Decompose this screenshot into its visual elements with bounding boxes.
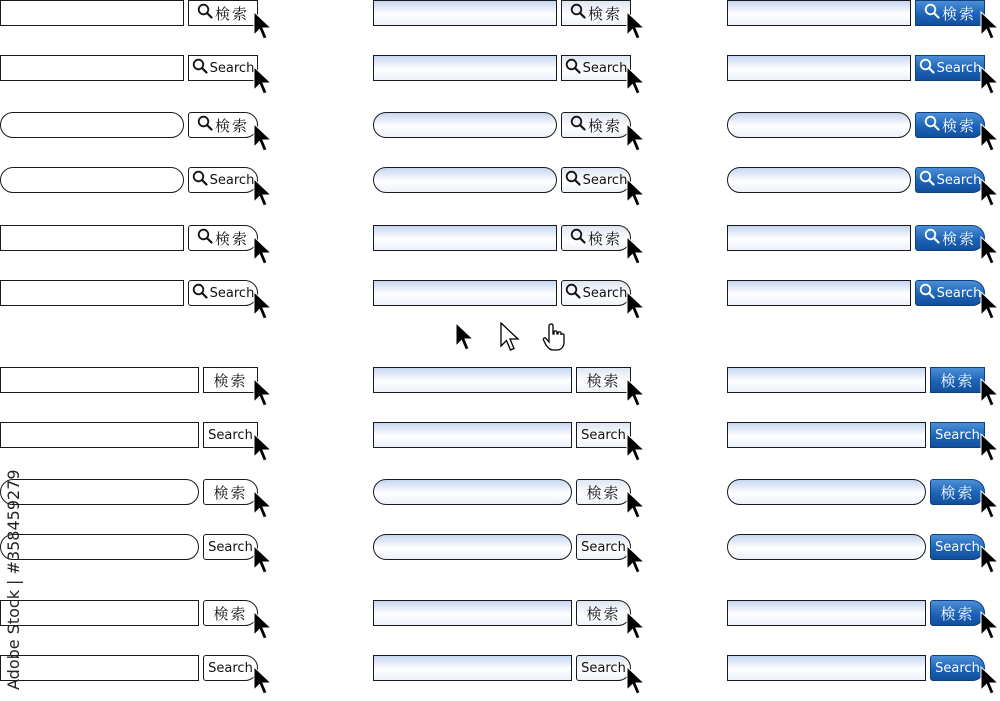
arrow-cursor-icon (980, 11, 1000, 41)
watermark: Adobe Stock | #358459279 (4, 469, 23, 690)
search-button-label: Search (935, 660, 980, 676)
arrow-cursor-icon (980, 666, 1000, 696)
search-button[interactable] (203, 422, 258, 448)
search-input[interactable] (0, 600, 199, 626)
search-button[interactable] (576, 534, 631, 560)
search-button-label: Search (208, 539, 253, 555)
arrow-cursor-icon (980, 236, 1000, 266)
arrow-cursor-icon (626, 123, 646, 153)
search-input[interactable] (727, 280, 911, 306)
search-button-label: 検索 (940, 371, 975, 390)
outline-arrow-cursor-icon (500, 322, 520, 356)
search-button[interactable] (930, 367, 985, 393)
search-button-label: Search (936, 60, 982, 76)
search-input[interactable] (0, 422, 199, 448)
search-input[interactable] (0, 0, 184, 26)
arrow-cursor-icon (253, 11, 273, 41)
arrow-cursor-icon (980, 123, 1000, 153)
arrow-cursor-icon (626, 433, 646, 463)
search-button[interactable] (561, 225, 631, 251)
arrow-cursor-icon (626, 291, 646, 321)
arrow-cursor-icon (253, 666, 273, 696)
search-button[interactable] (930, 600, 985, 626)
search-button-label: Search (936, 172, 982, 188)
search-input[interactable] (0, 534, 199, 560)
hand-pointer-icon (542, 322, 566, 356)
search-icon (919, 58, 935, 78)
search-button[interactable] (576, 600, 631, 626)
search-button-label: Search (209, 60, 255, 76)
arrow-cursor-icon (980, 378, 1000, 408)
arrow-cursor-icon (253, 490, 273, 520)
search-button-label: Search (208, 660, 253, 676)
search-input[interactable] (727, 655, 926, 681)
arrow-cursor-icon (455, 322, 475, 356)
search-icon (565, 170, 581, 190)
search-button-label: 検索 (941, 4, 976, 23)
search-input[interactable] (0, 167, 184, 193)
arrow-cursor-icon (626, 545, 646, 575)
search-input[interactable] (0, 479, 199, 505)
arrow-cursor-icon (253, 545, 273, 575)
arrow-cursor-icon (626, 666, 646, 696)
arrow-cursor-icon (980, 545, 1000, 575)
search-button[interactable] (915, 225, 985, 251)
arrow-cursor-icon (626, 490, 646, 520)
search-input[interactable] (373, 167, 557, 193)
search-button[interactable] (915, 280, 985, 306)
search-button-label: Search (581, 539, 626, 555)
search-input[interactable] (373, 0, 557, 26)
search-input[interactable] (0, 367, 199, 393)
search-button-label: 検索 (586, 371, 621, 390)
search-button-label: 検索 (941, 229, 976, 248)
arrow-cursor-icon (626, 236, 646, 266)
arrow-cursor-icon (253, 611, 273, 641)
search-input[interactable] (727, 167, 911, 193)
search-input[interactable] (727, 600, 926, 626)
search-icon (565, 58, 581, 78)
search-button-label: Search (582, 285, 628, 301)
search-icon (570, 115, 586, 135)
search-button-label: 検索 (587, 116, 622, 135)
search-button-label: Search (935, 427, 980, 443)
search-input[interactable] (0, 112, 184, 138)
arrow-cursor-icon (980, 178, 1000, 208)
search-icon (924, 228, 940, 248)
search-button-label: Search (209, 285, 255, 301)
search-icon (192, 58, 208, 78)
search-icon (924, 3, 940, 23)
arrow-cursor-icon (253, 378, 273, 408)
arrow-cursor-icon (626, 178, 646, 208)
arrow-cursor-icon (626, 66, 646, 96)
search-button[interactable] (915, 112, 985, 138)
search-button[interactable] (561, 167, 631, 193)
search-button-label: 検索 (586, 604, 621, 623)
search-button[interactable] (203, 534, 258, 560)
search-icon (565, 283, 581, 303)
search-button-label: 検索 (214, 116, 249, 135)
search-button[interactable] (576, 479, 631, 505)
search-button[interactable] (576, 367, 631, 393)
search-button-label: 検索 (213, 371, 248, 390)
search-button[interactable] (930, 422, 985, 448)
search-input[interactable] (373, 655, 572, 681)
search-button[interactable] (203, 367, 258, 393)
search-icon (924, 115, 940, 135)
search-button[interactable] (561, 112, 631, 138)
search-input[interactable] (373, 534, 572, 560)
arrow-cursor-icon (253, 123, 273, 153)
search-input[interactable] (727, 225, 911, 251)
arrow-cursor-icon (253, 236, 273, 266)
arrow-cursor-icon (253, 291, 273, 321)
search-button[interactable] (561, 0, 631, 26)
search-icon (570, 228, 586, 248)
arrow-cursor-icon (253, 178, 273, 208)
search-input[interactable] (0, 280, 184, 306)
search-button[interactable] (188, 280, 258, 306)
search-input[interactable] (373, 225, 557, 251)
search-button[interactable] (915, 167, 985, 193)
search-button[interactable] (188, 225, 258, 251)
search-button-label: 検索 (586, 483, 621, 502)
search-button-label: Search (582, 60, 628, 76)
arrow-cursor-icon (626, 11, 646, 41)
search-button-label: 検索 (587, 4, 622, 23)
search-input[interactable] (727, 112, 911, 138)
search-button[interactable] (188, 55, 258, 81)
arrow-cursor-icon (253, 66, 273, 96)
search-button-label: 検索 (587, 229, 622, 248)
search-input[interactable] (727, 55, 911, 81)
search-button[interactable] (188, 112, 258, 138)
search-input[interactable] (727, 479, 926, 505)
search-input[interactable] (0, 225, 184, 251)
search-button-label: 検索 (213, 483, 248, 502)
search-input[interactable] (727, 367, 926, 393)
search-button[interactable] (188, 167, 258, 193)
arrow-cursor-icon (980, 66, 1000, 96)
search-button-label: 検索 (214, 4, 249, 23)
search-button[interactable] (576, 655, 631, 681)
search-icon (197, 115, 213, 135)
search-button-label: Search (581, 427, 626, 443)
search-input[interactable] (727, 534, 926, 560)
search-button[interactable] (576, 422, 631, 448)
search-button[interactable] (203, 479, 258, 505)
search-button[interactable] (203, 655, 258, 681)
search-input[interactable] (373, 367, 572, 393)
search-icon (197, 3, 213, 23)
search-button-label: Search (935, 539, 980, 555)
search-input[interactable] (727, 0, 911, 26)
search-button[interactable] (203, 600, 258, 626)
search-button-label: Search (208, 427, 253, 443)
search-input[interactable] (373, 600, 572, 626)
search-button-label: Search (936, 285, 982, 301)
search-input[interactable] (0, 55, 184, 81)
search-icon (570, 3, 586, 23)
search-button-label: 検索 (940, 483, 975, 502)
search-input[interactable] (373, 422, 572, 448)
search-input[interactable] (373, 479, 572, 505)
search-input[interactable] (373, 280, 557, 306)
search-button-label: 検索 (941, 116, 976, 135)
search-button-label: Search (582, 172, 628, 188)
search-button[interactable] (930, 655, 985, 681)
arrow-cursor-icon (626, 378, 646, 408)
search-button-label: Search (581, 660, 626, 676)
arrow-cursor-icon (980, 291, 1000, 321)
search-button[interactable] (930, 534, 985, 560)
search-button-label: 検索 (940, 604, 975, 623)
arrow-cursor-icon (626, 611, 646, 641)
search-icon (919, 170, 935, 190)
search-input[interactable] (373, 55, 557, 81)
search-button[interactable] (561, 55, 631, 81)
search-icon (192, 283, 208, 303)
search-button-label: 検索 (213, 604, 248, 623)
search-input[interactable] (373, 112, 557, 138)
search-button[interactable] (915, 0, 985, 26)
search-button-label: 検索 (214, 229, 249, 248)
search-button[interactable] (188, 0, 258, 26)
arrow-cursor-icon (980, 490, 1000, 520)
arrow-cursor-icon (253, 433, 273, 463)
search-icon (197, 228, 213, 248)
search-icon (919, 283, 935, 303)
search-input[interactable] (0, 655, 199, 681)
search-button-label: Search (209, 172, 255, 188)
search-button[interactable] (561, 280, 631, 306)
search-button[interactable] (915, 55, 985, 81)
search-button[interactable] (930, 479, 985, 505)
search-input[interactable] (727, 422, 926, 448)
arrow-cursor-icon (980, 433, 1000, 463)
arrow-cursor-icon (980, 611, 1000, 641)
search-icon (192, 170, 208, 190)
